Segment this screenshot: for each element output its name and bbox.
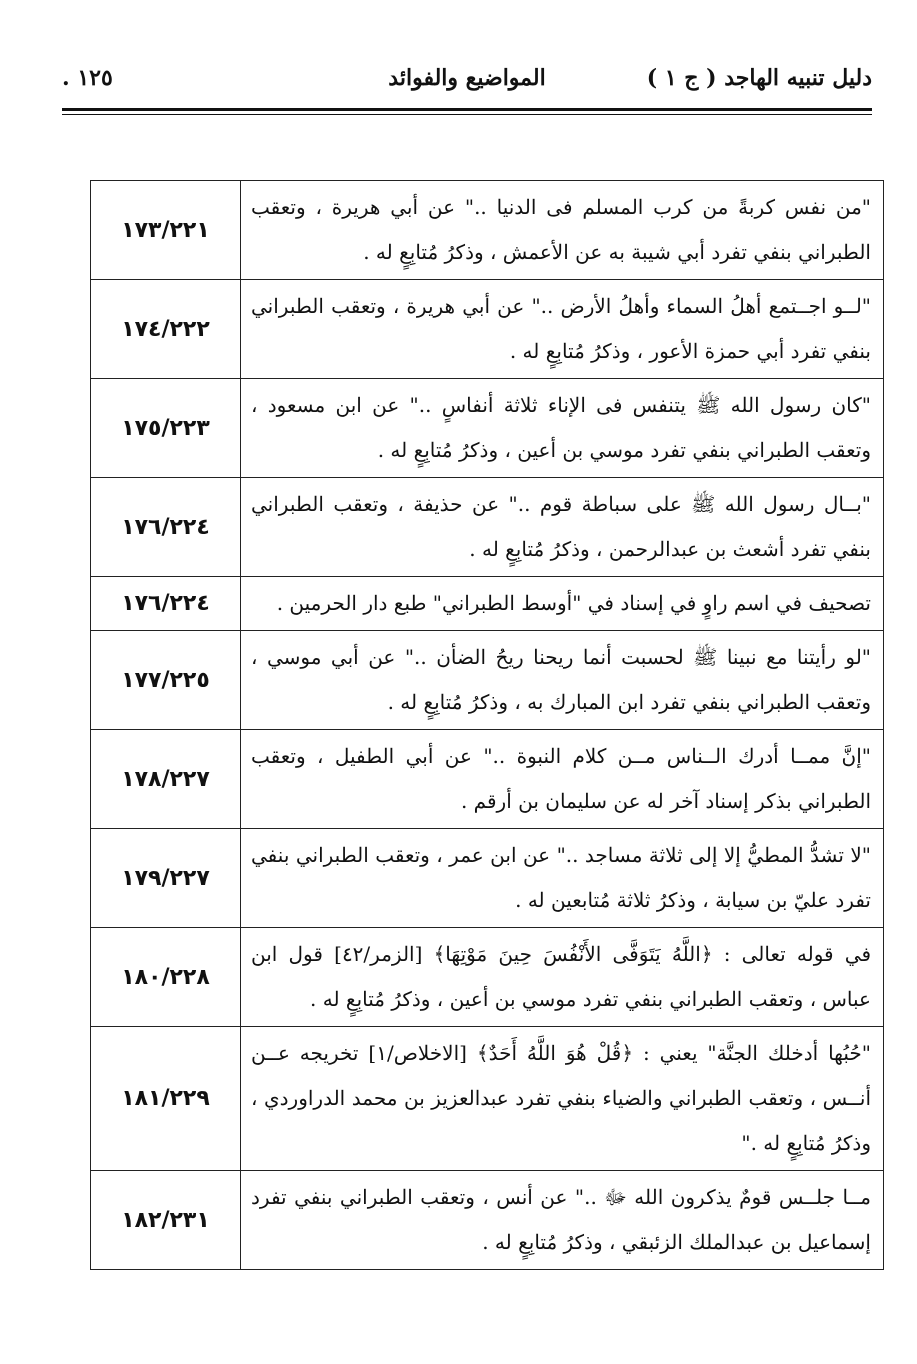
topic-reference: ١٨٠/٢٢٨	[91, 928, 241, 1027]
topic-reference: ١٧٣/٢٢١	[91, 181, 241, 280]
table-row	[91, 379, 884, 478]
header-rule-thick	[62, 108, 872, 111]
topic-text: "لو رأيتنا مع نبينا ﷺ لحسبت أنما ريحنا ريحُ الضأن .." عن أبي موسي ، وتعقب الطبراني بنفي تفرد ابن المبارك به ، وذكرُ مُتابِعٍ له .	[241, 631, 884, 730]
topics-table	[90, 180, 884, 1270]
topic-text: "من نفس كربةً من كرب المسلم فى الدنيا .." عن أبي هريرة ، وتعقب الطبراني بنفي تفرد أبي شيبة به عن الأعمش ، وذكرُ مُتابِعٍ له .	[241, 181, 884, 280]
table-row	[91, 829, 884, 928]
topic-text: تصحيف في اسم راوٍ في إسناد في "أوسط الطبراني" طبع دار الحرمين .	[241, 577, 884, 631]
topic-reference: ١٧٤/٢٢٢	[91, 280, 241, 379]
topic-reference: ١٨٢/٢٣١	[91, 1171, 241, 1270]
topic-reference: ١٧٥/٢٢٣	[91, 379, 241, 478]
topic-text: "لا تشدُّ المطيُّ إلا إلى ثلاثة مساجد .." عن ابن عمر ، وتعقب الطبراني بنفي تفرد عليّ بن سيابة ، وذكرُ ثلاثة مُتابعين له .	[241, 829, 884, 928]
page-number: ١٢٥ .	[62, 65, 113, 91]
table-row	[91, 280, 884, 379]
table-row	[91, 577, 884, 631]
topic-reference: ١٧٦/٢٢٤	[91, 478, 241, 577]
topic-text: "إنَّ ممــا أدرك الــناس مــن كلام النبوة .." عن أبي الطفيل ، وتعقب الطبراني بذكر إسناد آخر له عن سليمان بن أرقم .	[241, 730, 884, 829]
topic-reference: ١٧٦/٢٢٤	[91, 577, 241, 631]
section-title: المواضيع والفوائد	[388, 65, 546, 91]
table-row	[91, 478, 884, 577]
topic-text: "كان رسول الله ﷺ يتنفس فى الإناء ثلاثة أنفاسٍ .." عن ابن مسعود ، وتعقب الطبراني بنفي تفرد موسي بن أعين ، وذكرُ مُتابِعٍ له .	[241, 379, 884, 478]
topic-reference: ١٧٩/٢٢٧	[91, 829, 241, 928]
table-row	[91, 631, 884, 730]
topic-text: "لــو اجــتمع أهلُ السماء وأهلُ الأرض .." عن أبي هريرة ، وتعقب الطبراني بنفي تفرد أبي حمزة الأعور ، وذكرُ مُتابِعٍ له .	[241, 280, 884, 379]
topics-table-wrap	[90, 180, 872, 1270]
page-header	[62, 58, 872, 98]
table-row	[91, 1027, 884, 1171]
topic-text: مــا جلــس قومٌ يذكرون الله ﷻ .." عن أنس ، وتعقب الطبراني بنفي تفرد إسماعيل بن عبدالملك الزئبقي ، وذكرُ مُتابِعٍ له .	[241, 1171, 884, 1270]
topic-reference: ١٨١/٢٢٩	[91, 1027, 241, 1171]
book-title: دليل تنبيه الهاجد ( ج ١ )	[646, 65, 872, 91]
table-row	[91, 730, 884, 829]
topic-text: "حُبُها أدخلك الجنَّة" يعني : ﴿قُلْ هُوَ اللَّهُ أَحَدٌ﴾ [الاخلاص/١] تخريجه عــن أنــس ، وتعقب الطبراني والضياء بنفي تفرد عبدالعزيز بن محمد الدراوردي ، وذكرُ مُتابِعٍ له ."	[241, 1027, 884, 1171]
topic-text: في قوله تعالى : ﴿اللَّهُ يَتَوَفَّى الأَنْفُسَ حِينَ مَوْتِهَا﴾ [الزمر/٤٢] قول ابن عباس ، وتعقب الطبراني بنفي تفرد موسي بن أعين ، وذكرُ مُتابِعٍ له .	[241, 928, 884, 1027]
topic-reference: ١٧٨/٢٢٧	[91, 730, 241, 829]
table-row	[91, 1171, 884, 1270]
table-row	[91, 928, 884, 1027]
table-row	[91, 181, 884, 280]
topic-text: "بــال رسول الله ﷺ على سباطة قوم .." عن حذيفة ، وتعقب الطبراني بنفي تفرد أشعث بن عبدالرحمن ، وذكرُ مُتابِعٍ له .	[241, 478, 884, 577]
header-rule-thin	[62, 114, 872, 115]
topic-reference: ١٧٧/٢٢٥	[91, 631, 241, 730]
